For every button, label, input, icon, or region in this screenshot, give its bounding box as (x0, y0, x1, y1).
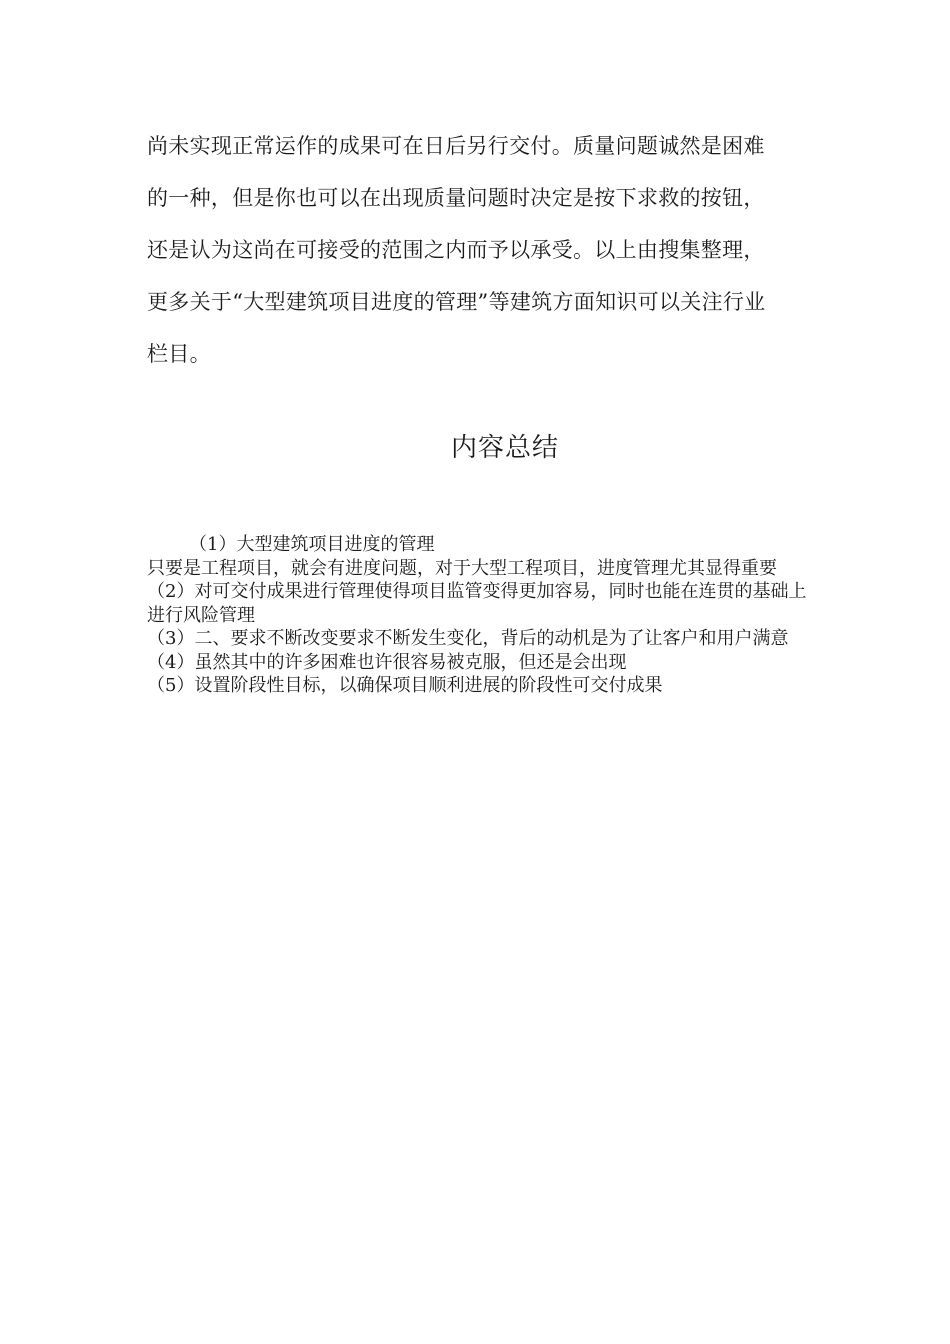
body-line: 更多关于“大型建筑项目进度的管理”等建筑方面知识可以关注行业 (147, 290, 766, 314)
summary-item: （5）设置阶段性目标，以确保项目顺利进展的阶段性可交付成果 (147, 675, 663, 696)
summary-item: （2）对可交付成果进行管理使得项目监管变得更加容易，同时也能在连贯的基础上进行风险管理 (147, 581, 807, 626)
summary-item: （1）大型建筑项目进度的管理 (189, 534, 435, 555)
body-line: 尚未实现正常运作的成果可在日后另行交付。质量问题诚然是困难 (147, 134, 765, 158)
body-line: 还是认为这尚在可接受的范围之内而予以承受。以上由搜集整理， (147, 238, 765, 262)
body-line: 的一种，但是你也可以在出现质量问题时决定是按下求救的按钮， (147, 186, 765, 210)
summary-item: （3）二、要求不断改变要求不断发生变化，背后的动机是为了让客户和用户满意 (147, 628, 789, 649)
summary-item: （4）虽然其中的许多困难也许很容易被克服，但还是会出现 (147, 651, 627, 673)
summary-item: 只要是工程项目，就会有进度问题，对于大型工程项目，进度管理尤其显得重要 (147, 557, 777, 579)
summary-title: 内容总结 (450, 433, 559, 463)
summary-list (147, 533, 817, 698)
body-line: 栏目。 (147, 342, 211, 366)
body-paragraph (147, 120, 807, 380)
